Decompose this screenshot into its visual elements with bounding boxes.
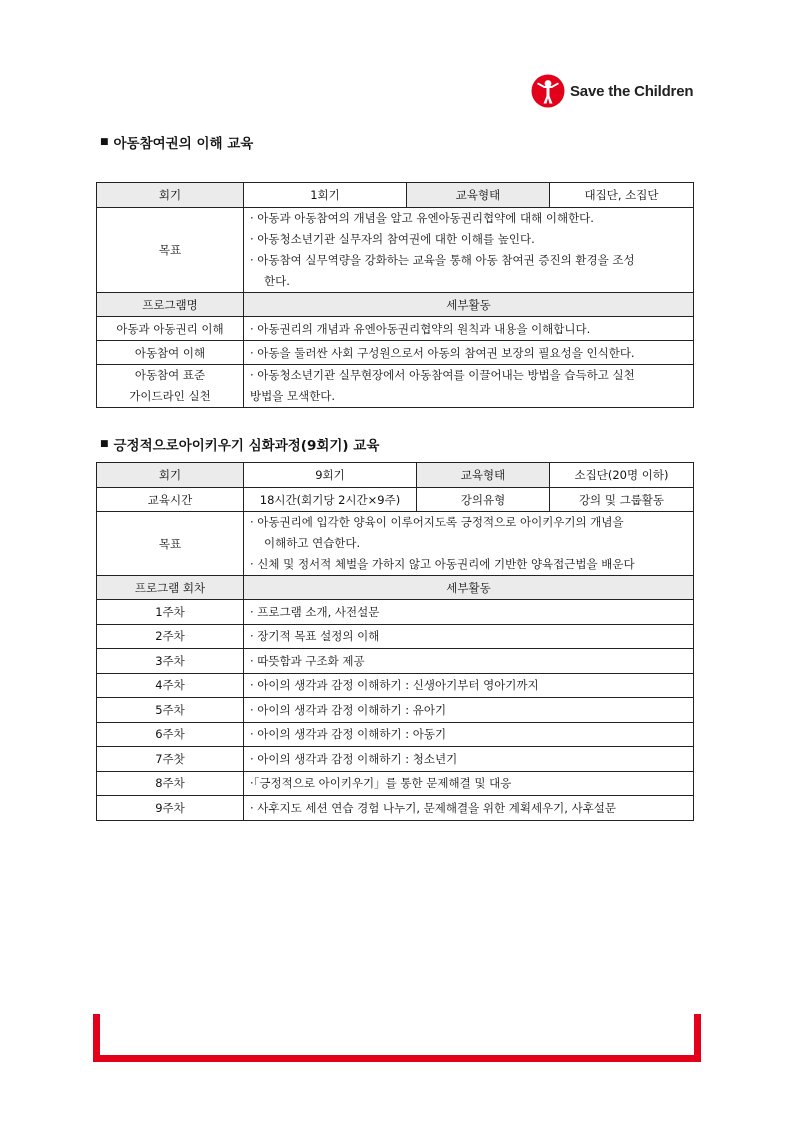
table-row [97,183,694,208]
section1-table [96,182,694,408]
week-label: 6주차 [97,722,244,747]
table-row [97,488,694,512]
goal-line: 한다. [264,274,290,288]
table-row [97,771,694,796]
label-type: 교육형태 [417,463,550,488]
goal-line: · 아동참여 실무역량을 강화하는 교육을 통해 아동 참여권 증진의 환경을 조성 [250,253,635,267]
week-detail: · 프로그램 소개, 사전설문 [244,600,694,625]
program-name: 아동참여 이해 [97,341,244,365]
square-bullet-icon: ■ [100,137,109,147]
program-name-line: 가이드라인 실천 [129,389,211,403]
program-name-line: 아동참여 표준 [134,368,206,382]
square-bullet-icon: ■ [100,439,109,449]
week-detail: · 아이의 생각과 감정 이해하기 : 유아기 [244,698,694,723]
section1-title-text: 아동참여권의 이해 교육 [113,136,254,152]
week-label: 5주차 [97,698,244,723]
goal-content [244,512,694,576]
week-detail: · 아이의 생각과 감정 이해하기 : 아동기 [244,722,694,747]
program-detail-line: 방법을 모색한다. [250,389,336,403]
save-the-children-figure-icon [531,74,565,108]
footer-bracket [93,1014,701,1062]
table-row [97,747,694,772]
program-detail-line: · 아동청소년기관 실무현장에서 아동참여를 이끌어내는 방법을 습득하고 실천 [250,368,635,382]
table-row [97,600,694,625]
program-name [97,365,244,408]
week-detail: · 따뜻함과 구조화 제공 [244,649,694,674]
col-program: 프로그램명 [97,293,244,317]
table-row [97,624,694,649]
goal-line: · 아동권리에 입각한 양육이 이루어지도록 긍정적으로 아이키우기의 개념을 [250,515,624,529]
week-label: 8주차 [97,771,244,796]
goal-label: 목표 [97,512,244,576]
program-detail [244,365,694,408]
section2-title-text: 긍정적으로아이키우기 심화과정(9회기) 교육 [113,438,380,454]
label-type: 교육형태 [407,183,550,208]
table-row [97,649,694,674]
logo [531,74,693,108]
table-row [97,698,694,723]
section2-table [96,462,694,821]
logo-text: Save the Children [570,82,694,100]
goal-label: 목표 [97,208,244,293]
goal-line: · 아동청소년기관 실무자의 참여권에 대한 이해를 높인다. [250,232,535,246]
week-detail: · 아이의 생각과 감정 이해하기 : 신생아기부터 영아기까지 [244,673,694,698]
label-method: 강의유형 [417,488,550,512]
table-row [97,722,694,747]
table-row [97,293,694,317]
week-detail: · 사후지도 세션 연습 경험 나누기, 문제해결을 위한 계획세우기, 사후설문 [244,796,694,821]
week-label: 2주차 [97,624,244,649]
table-row [97,463,694,488]
week-label: 4주차 [97,673,244,698]
program-detail: · 아동권리의 개념과 유엔아동권리협약의 원칙과 내용을 이해합니다. [244,317,694,341]
week-detail: · 장기적 목표 설정의 이해 [244,624,694,649]
table-row [97,673,694,698]
type-value: 소집단(20명 이하) [550,463,694,488]
table-row [97,341,694,365]
week-label: 7주찻 [97,747,244,772]
week-label: 3주차 [97,649,244,674]
week-label: 1주차 [97,600,244,625]
label-session: 회기 [97,183,244,208]
week-label: 9주차 [97,796,244,821]
type-value: 대집단, 소집단 [550,183,694,208]
session-value: 9회기 [244,463,417,488]
label-session: 회기 [97,463,244,488]
table-row [97,317,694,341]
goal-line: 이해하고 연습한다. [264,536,361,550]
section1-title [100,132,253,152]
session-value: 1회기 [244,183,407,208]
time-value: 18시간(회기당 2시간×9주) [244,488,417,512]
table-row [97,796,694,821]
label-time: 교육시간 [97,488,244,512]
table-row [97,576,694,600]
table-row [97,365,694,408]
goal-line: · 신체 및 정서적 체벌을 가하지 않고 아동권리에 기반한 양육접근법을 배운다 [250,557,635,571]
table-row [97,208,694,293]
week-detail: ·「긍정적으로 아이키우기」를 통한 문제해결 및 대응 [244,771,694,796]
col-program: 프로그램 회차 [97,576,244,600]
goal-line: · 아동과 아동참여의 개념을 알고 유엔아동권리협약에 대해 이해한다. [250,211,594,225]
section2-title [100,434,379,454]
col-detail: 세부활동 [244,293,694,317]
table-row [97,512,694,576]
method-value: 강의 및 그룹활동 [550,488,694,512]
program-name: 아동과 아동권리 이해 [97,317,244,341]
goal-content [244,208,694,293]
col-detail: 세부활동 [244,576,694,600]
week-detail: · 아이의 생각과 감정 이해하기 : 청소년기 [244,747,694,772]
program-detail: · 아동을 둘러싼 사회 구성원으로서 아동의 참여권 보장의 필요성을 인식한다. [244,341,694,365]
